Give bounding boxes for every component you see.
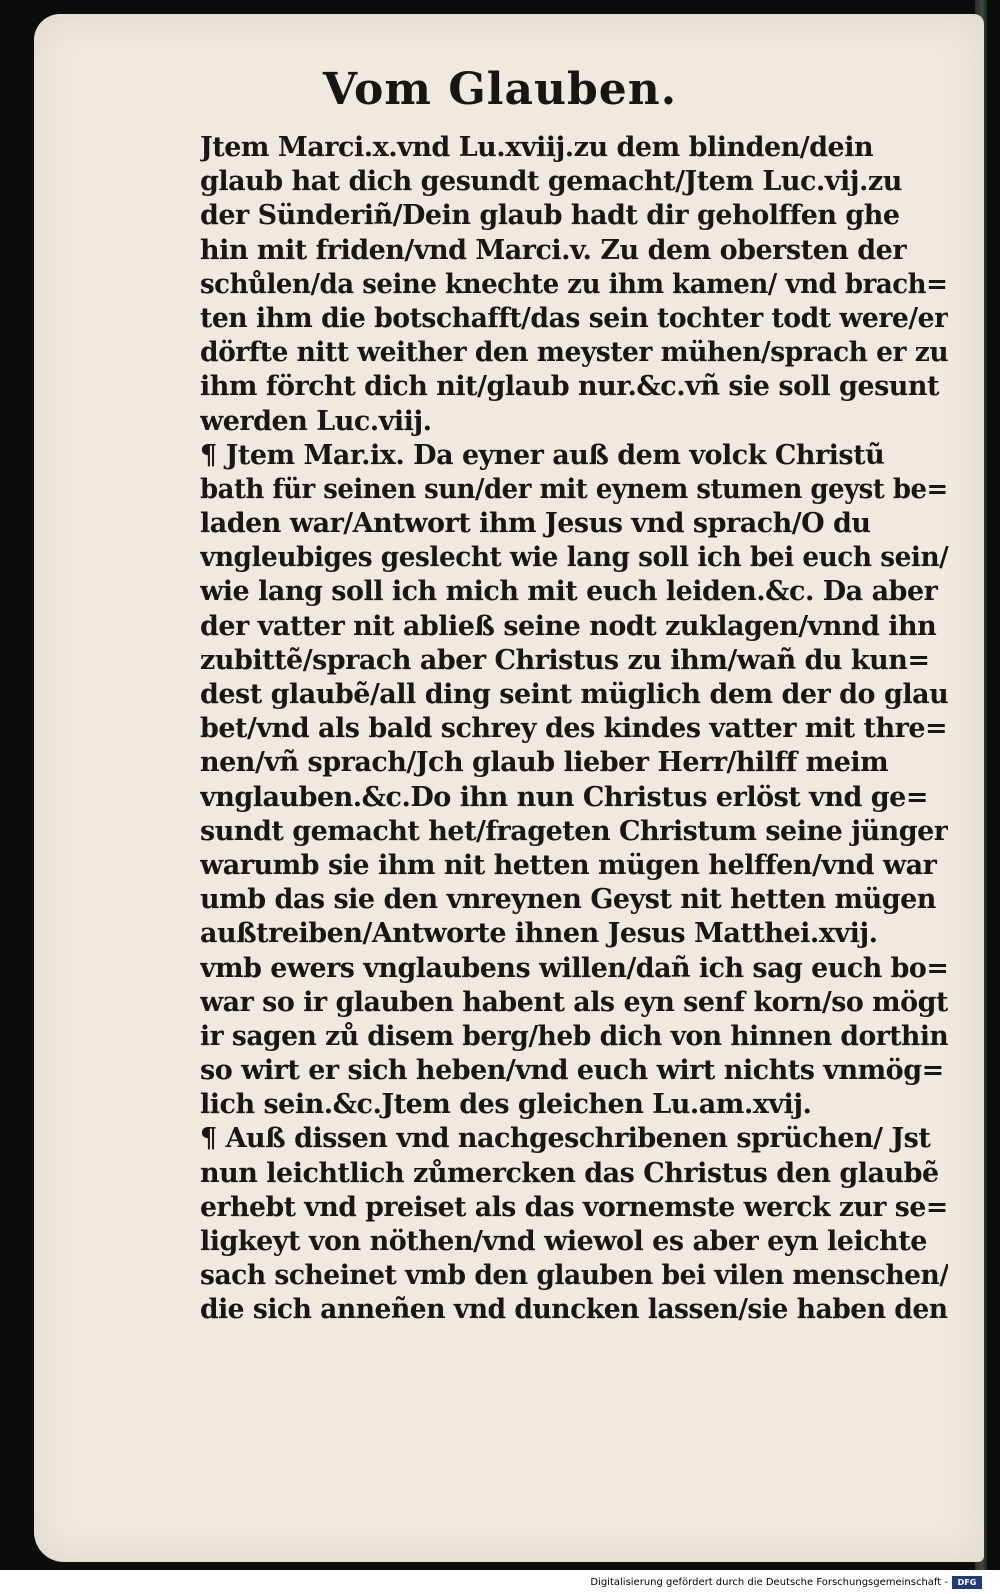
text-line: vnglauben.&c.Do ihn nun Christus erlöst vnd ge= bbox=[200, 781, 928, 813]
text-line: laden war/Antwort ihm Jesus vnd sprach/O du bbox=[200, 508, 871, 540]
text-line: lich sein.&c.Jtem des gleichen Lu.am.xvij. bbox=[200, 1089, 812, 1121]
page-body-text bbox=[200, 131, 948, 1328]
text-line: bath für seinen sun/der mit eynem stumen geyst be= bbox=[200, 473, 948, 505]
text-line: vmb ewers vnglaubens willen/dañ ich sag euch bo= bbox=[200, 952, 948, 984]
text-line: ten ihm die botschafft/das sein tochter todt were/er bbox=[200, 302, 948, 334]
text-line: werden Luc.viij. bbox=[200, 405, 432, 437]
text-line: zubittẽ/sprach aber Christus zu ihm/wañ du kun= bbox=[200, 644, 930, 676]
text-line: die sich anneñen vnd duncken lassen/sie haben den bbox=[200, 1294, 948, 1326]
text-line: nun leichtlich zůmercken das Christus den glaubẽ bbox=[200, 1157, 939, 1189]
text-line: war so ir glauben habent als eyn senf korn/so mögt bbox=[200, 986, 948, 1018]
text-line: ihm förcht dich nit/glaub nur.&c.vñ sie soll gesunt bbox=[200, 371, 940, 403]
text-line: hin mit friden/vnd Marci.v. Zu dem obersten der bbox=[200, 234, 907, 266]
text-line: ligkeyt von nöthen/vnd wiewol es aber eyn leichte bbox=[200, 1226, 927, 1257]
text-line: warumb sie ihm nit hetten mügen helffen/vnd war bbox=[200, 849, 937, 881]
text-line: bet/vnd als bald schrey des kindes vatter mit thre= bbox=[200, 713, 948, 745]
text-line: wie lang soll ich mich mit euch leiden.&c. Da aber bbox=[200, 576, 938, 608]
text-line: sundt gemacht het/frageten Christum seine jünger bbox=[200, 815, 948, 847]
text-line: umb das sie den vnreynen Geyst nit hetten mügen bbox=[200, 884, 936, 916]
text-line: glaub hat dich gesundt gemacht/Jtem Luc.vij.zu bbox=[200, 166, 902, 198]
text-line: der vatter nit abließ seine nodt zuklagen/vnnd ihn bbox=[200, 610, 937, 642]
text-line: nen/vñ sprach/Jch glaub lieber Herr/hilff meim bbox=[200, 747, 889, 779]
text-line: so wirt er sich heben/vnd euch wirt nichts vnmög= bbox=[200, 1055, 944, 1087]
text-line: sach scheinet vmb den glauben bei vilen menschen/ bbox=[200, 1260, 949, 1292]
text-line: Jtem Marci.x.vnd Lu.xviij.zu dem blinden/dein bbox=[200, 132, 874, 163]
text-line: außtreiben/Antworte ihnen Jesus Matthei.xvij. bbox=[200, 918, 878, 950]
footer-credit: Digitalisierung gefördert durch die Deutsche Forschungsgemeinschaft - bbox=[590, 1577, 948, 1588]
text-line: ¶ Jtem Mar.ix. Da eyner auß dem volck Christũ bbox=[200, 439, 885, 471]
text-line: dest glaubẽ/all ding seint müglich dem der do glau bbox=[200, 679, 948, 710]
text-line: erhebt vnd preiset als das vornemste werck zur se= bbox=[200, 1191, 948, 1223]
text-line: vngleubiges geslecht wie lang soll ich bei euch sein/ bbox=[200, 542, 949, 574]
text-line: ir sagen zů disem berg/heb dich von hinnen dorthin bbox=[200, 1020, 948, 1052]
text-line: ¶ Auß dissen vnd nachgeschribenen sprüchen/ Jst bbox=[200, 1123, 931, 1155]
text-line: der Sünderiñ/Dein glaub hadt dir geholffen ghe bbox=[200, 200, 900, 232]
dfg-logo: DFG bbox=[952, 1576, 982, 1589]
text-line: schůlen/da seine knechte zu ihm kamen/ vnd brach= bbox=[200, 268, 948, 300]
running-head: Vom Glauben. bbox=[322, 64, 678, 115]
text-line: dörfte nitt weither den meyster mühen/sprach er zu bbox=[200, 337, 949, 369]
